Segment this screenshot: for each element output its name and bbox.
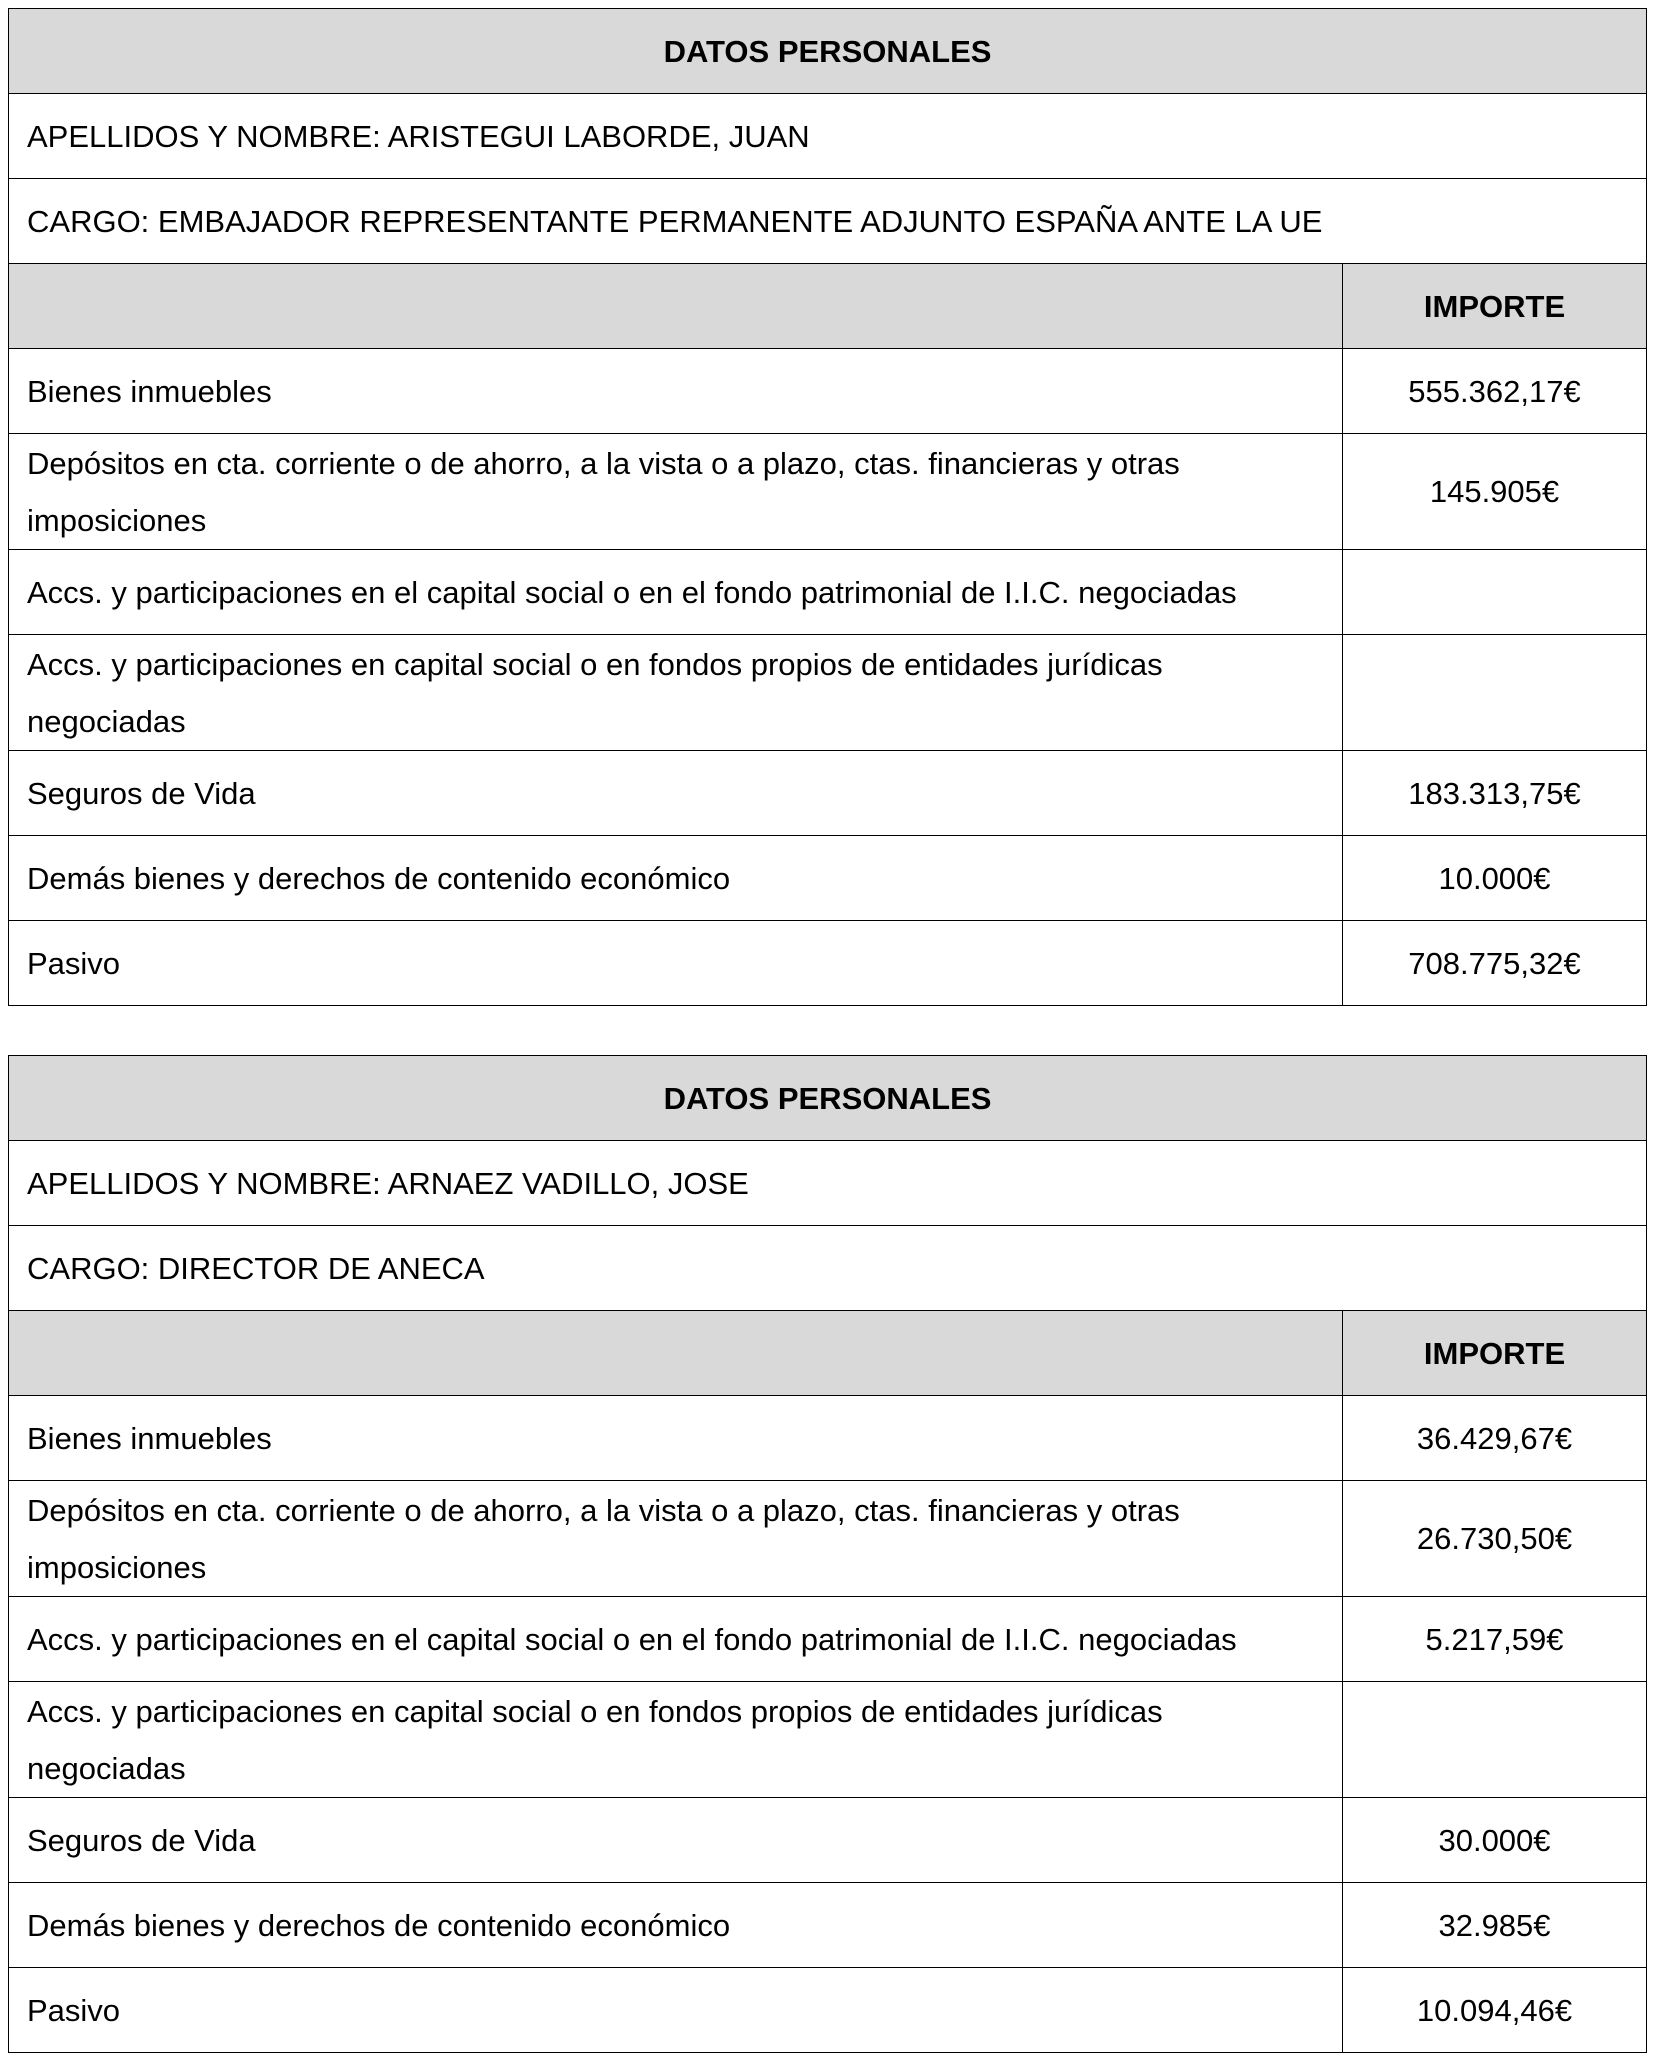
- table-row: [9, 1968, 1647, 2053]
- table-row: [9, 1883, 1647, 1968]
- name-line: APELLIDOS Y NOMBRE: ARISTEGUI LABORDE, JUAN: [9, 94, 1647, 179]
- row-label: Demás bienes y derechos de contenido económico: [9, 1883, 1343, 1968]
- section-title: DATOS PERSONALES: [9, 1056, 1647, 1141]
- concept-header-cell: [9, 1311, 1343, 1396]
- row-label: Pasivo: [9, 1968, 1343, 2053]
- row-label: Seguros de Vida: [9, 751, 1343, 836]
- table-row: [9, 836, 1647, 921]
- cargo-line: CARGO: DIRECTOR DE ANECA: [9, 1226, 1647, 1311]
- section-title: DATOS PERSONALES: [9, 9, 1647, 94]
- concept-header-cell: [9, 264, 1343, 349]
- table-row: [9, 434, 1647, 550]
- row-label: Accs. y participaciones en capital social o en fondos propios de entidades jurídicas negociadas: [9, 1682, 1343, 1798]
- declaration-table-arnaez: [8, 1055, 1647, 2053]
- row-value: 10.000€: [1343, 836, 1647, 921]
- row-value: 555.362,17€: [1343, 349, 1647, 434]
- row-value: 26.730,50€: [1343, 1481, 1647, 1597]
- row-value: 5.217,59€: [1343, 1597, 1647, 1682]
- table-row: [9, 550, 1647, 635]
- table-row: [9, 1597, 1647, 1682]
- table-row: [9, 751, 1647, 836]
- table-row: [9, 921, 1647, 1006]
- row-value: 708.775,32€: [1343, 921, 1647, 1006]
- row-value: [1343, 635, 1647, 751]
- table-row: [9, 1396, 1647, 1481]
- table-row: [9, 1682, 1647, 1798]
- row-value: 10.094,46€: [1343, 1968, 1647, 2053]
- row-value: 32.985€: [1343, 1883, 1647, 1968]
- importe-header: IMPORTE: [1343, 1311, 1647, 1396]
- cargo-line: CARGO: EMBAJADOR REPRESENTANTE PERMANENTE ADJUNTO ESPAÑA ANTE LA UE: [9, 179, 1647, 264]
- row-value: [1343, 550, 1647, 635]
- row-label: Pasivo: [9, 921, 1343, 1006]
- row-value: 30.000€: [1343, 1798, 1647, 1883]
- row-value: [1343, 1682, 1647, 1798]
- row-label: Demás bienes y derechos de contenido económico: [9, 836, 1343, 921]
- row-label: Bienes inmuebles: [9, 1396, 1343, 1481]
- row-label: Accs. y participaciones en el capital social o en el fondo patrimonial de I.I.C. negociadas: [9, 1597, 1343, 1682]
- table-row: [9, 1798, 1647, 1883]
- table-row: [9, 635, 1647, 751]
- table-row: [9, 1481, 1647, 1597]
- row-value: 183.313,75€: [1343, 751, 1647, 836]
- row-label: Bienes inmuebles: [9, 349, 1343, 434]
- importe-header: IMPORTE: [1343, 264, 1647, 349]
- row-value: 36.429,67€: [1343, 1396, 1647, 1481]
- declaration-table-aristegui: [8, 8, 1647, 1006]
- row-label: Depósitos en cta. corriente o de ahorro, a la vista o a plazo, ctas. financieras y otras imposiciones: [9, 1481, 1343, 1597]
- row-label: Accs. y participaciones en el capital social o en el fondo patrimonial de I.I.C. negociadas: [9, 550, 1343, 635]
- row-label: Depósitos en cta. corriente o de ahorro, a la vista o a plazo, ctas. financieras y otras imposiciones: [9, 434, 1343, 550]
- row-label: Seguros de Vida: [9, 1798, 1343, 1883]
- table-row: [9, 349, 1647, 434]
- name-line: APELLIDOS Y NOMBRE: ARNAEZ VADILLO, JOSE: [9, 1141, 1647, 1226]
- row-label: Accs. y participaciones en capital social o en fondos propios de entidades jurídicas negociadas: [9, 635, 1343, 751]
- row-value: 145.905€: [1343, 434, 1647, 550]
